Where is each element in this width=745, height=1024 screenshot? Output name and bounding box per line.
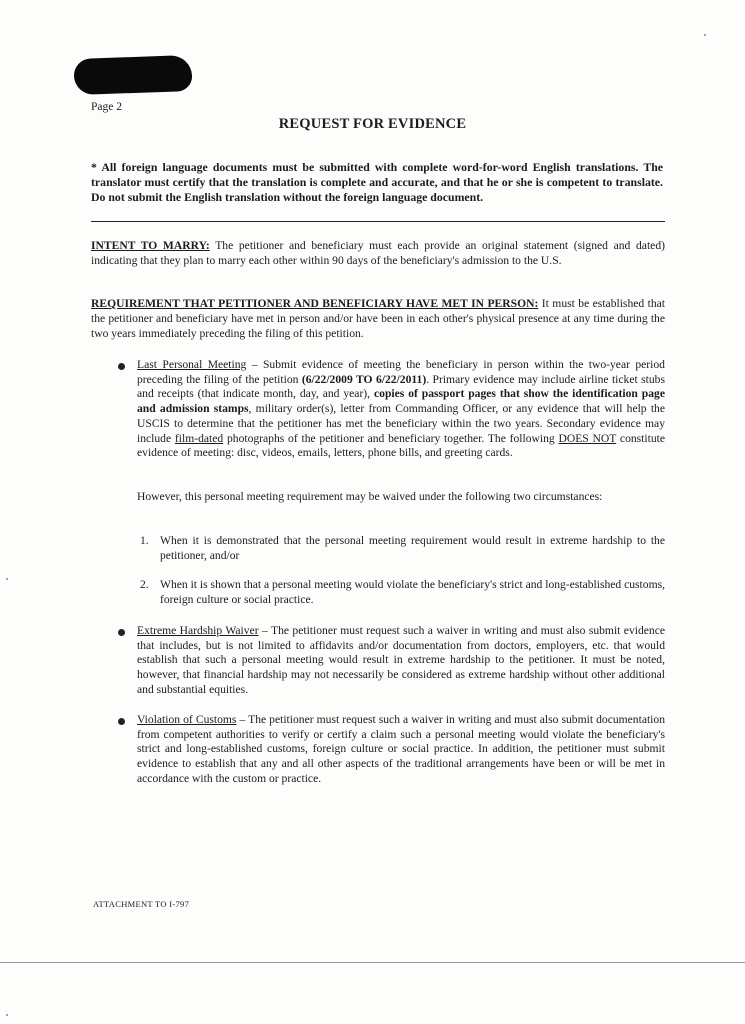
item-text: When it is shown that a personal meeting would violate the beneficiary's strict and long-established customs, foreign culture or social practice. xyxy=(160,578,666,606)
circumstance-item xyxy=(140,534,665,563)
met-heading: REQUIREMENT THAT PETITIONER AND BENEFICIARY HAVE MET IN PERSON: xyxy=(91,297,539,310)
bullet-label: Extreme Hardship Waiver xyxy=(137,624,259,637)
bullet-text: – The petitioner must request such a waiver in writing and must also submit evidence that includes, but is not limited to affidavits and/or documentation from doctors, employers, etc. that would establish that such a personal meeting would result in extreme hardship to the petitioner. It must be noted, however, that financial hardship may not necessarily be considered as extreme hardship without other additional and substantial equities. xyxy=(137,624,666,696)
document-title: REQUEST FOR EVIDENCE xyxy=(278,116,467,132)
scan-speck xyxy=(6,578,8,580)
intent-to-marry-paragraph xyxy=(91,238,665,268)
attachment-footer: ATTACHMENT TO I-797 xyxy=(93,899,190,909)
violation-of-customs-item xyxy=(137,713,665,787)
bullet-text: , military order(s), letter from Commanding Officer, or any evidence that will help the USCIS to determine that the petitioner has met the beneficiary within the two years. Secondary evidence may include xyxy=(137,402,665,445)
bullet-icon xyxy=(118,718,125,725)
page-label: Page 2 xyxy=(91,101,122,113)
extreme-hardship-item xyxy=(137,624,665,698)
does-not-term: DOES NOT xyxy=(558,431,617,445)
bullet-text: – Submit evidence of meeting the beneficiary in person within the two-year period preceding the filing of the petition xyxy=(137,358,665,386)
bullet-icon xyxy=(118,363,125,370)
bullet-text: photographs of the petitioner and beneficiary together. The following xyxy=(223,431,559,445)
bullet-icon xyxy=(118,629,125,636)
film-dated-term: film-dated xyxy=(174,431,224,445)
item-number: 1. xyxy=(140,534,149,547)
bullet-label: Violation of Customs xyxy=(137,713,237,726)
last-personal-meeting-item xyxy=(137,358,665,461)
waiver-intro: However, this personal meeting requirement may be waived under the following two circumstances: xyxy=(137,490,603,503)
intent-text: The petitioner and beneficiary must each provide an original statement (signed and dated) indicating that they plan to marry each other within 90 days of the beneficiary's admission to the U.S. xyxy=(91,239,665,267)
scan-speck xyxy=(704,34,706,36)
bullet-text: – The petitioner must request such a waiver in writing and must also submit documentation from competent authorities to verify or certify a claim such a personal meeting would violate the beneficiary's strict and long-established customs, foreign culture or social practice. In addition, the petitioner must submit evidence to establish that any and all other aspects of the traditional arrangements have been or will be met in accordance with the custom or practice. xyxy=(137,713,665,785)
date-range: (6/22/2009 TO 6/22/2011) xyxy=(301,372,427,386)
item-number: 2. xyxy=(140,578,149,591)
item-text: When it is demonstrated that the personal meeting requirement would result in extreme hardship to the petitioner, and/or xyxy=(160,534,665,562)
bullet-label: Last Personal Meeting xyxy=(137,358,247,371)
redaction-mark xyxy=(73,55,192,95)
translation-notice: * All foreign language documents must be submitted with complete word-for-word English translations. The translator must certify that the translation is complete and accurate, and that he or she is competent to translate. Do not submit the English translation without the foreign language document. xyxy=(91,160,663,204)
section-divider xyxy=(91,221,665,222)
scan-edge-line xyxy=(0,962,745,963)
passport-requirement: copies of passport pages that show the identification page and admission stamps xyxy=(137,387,665,416)
met-in-person-paragraph xyxy=(91,296,665,341)
bullet-text: . Primary evidence may include airline ticket stubs and receipts (that indicate month, day, and year), xyxy=(137,372,665,401)
met-text: It must be established that the petitioner and beneficiary have met in person and/or have been in each other's physical presence at any time during the two years immediately preceding the filing of this petition. xyxy=(91,297,666,340)
bullet-text: constitute evidence of meeting: disc, videos, emails, letters, phone bills, and greeting cards. xyxy=(137,431,666,460)
intent-heading: INTENT TO MARRY: xyxy=(91,239,210,252)
circumstance-item xyxy=(140,578,665,607)
scan-speck xyxy=(6,1014,8,1016)
